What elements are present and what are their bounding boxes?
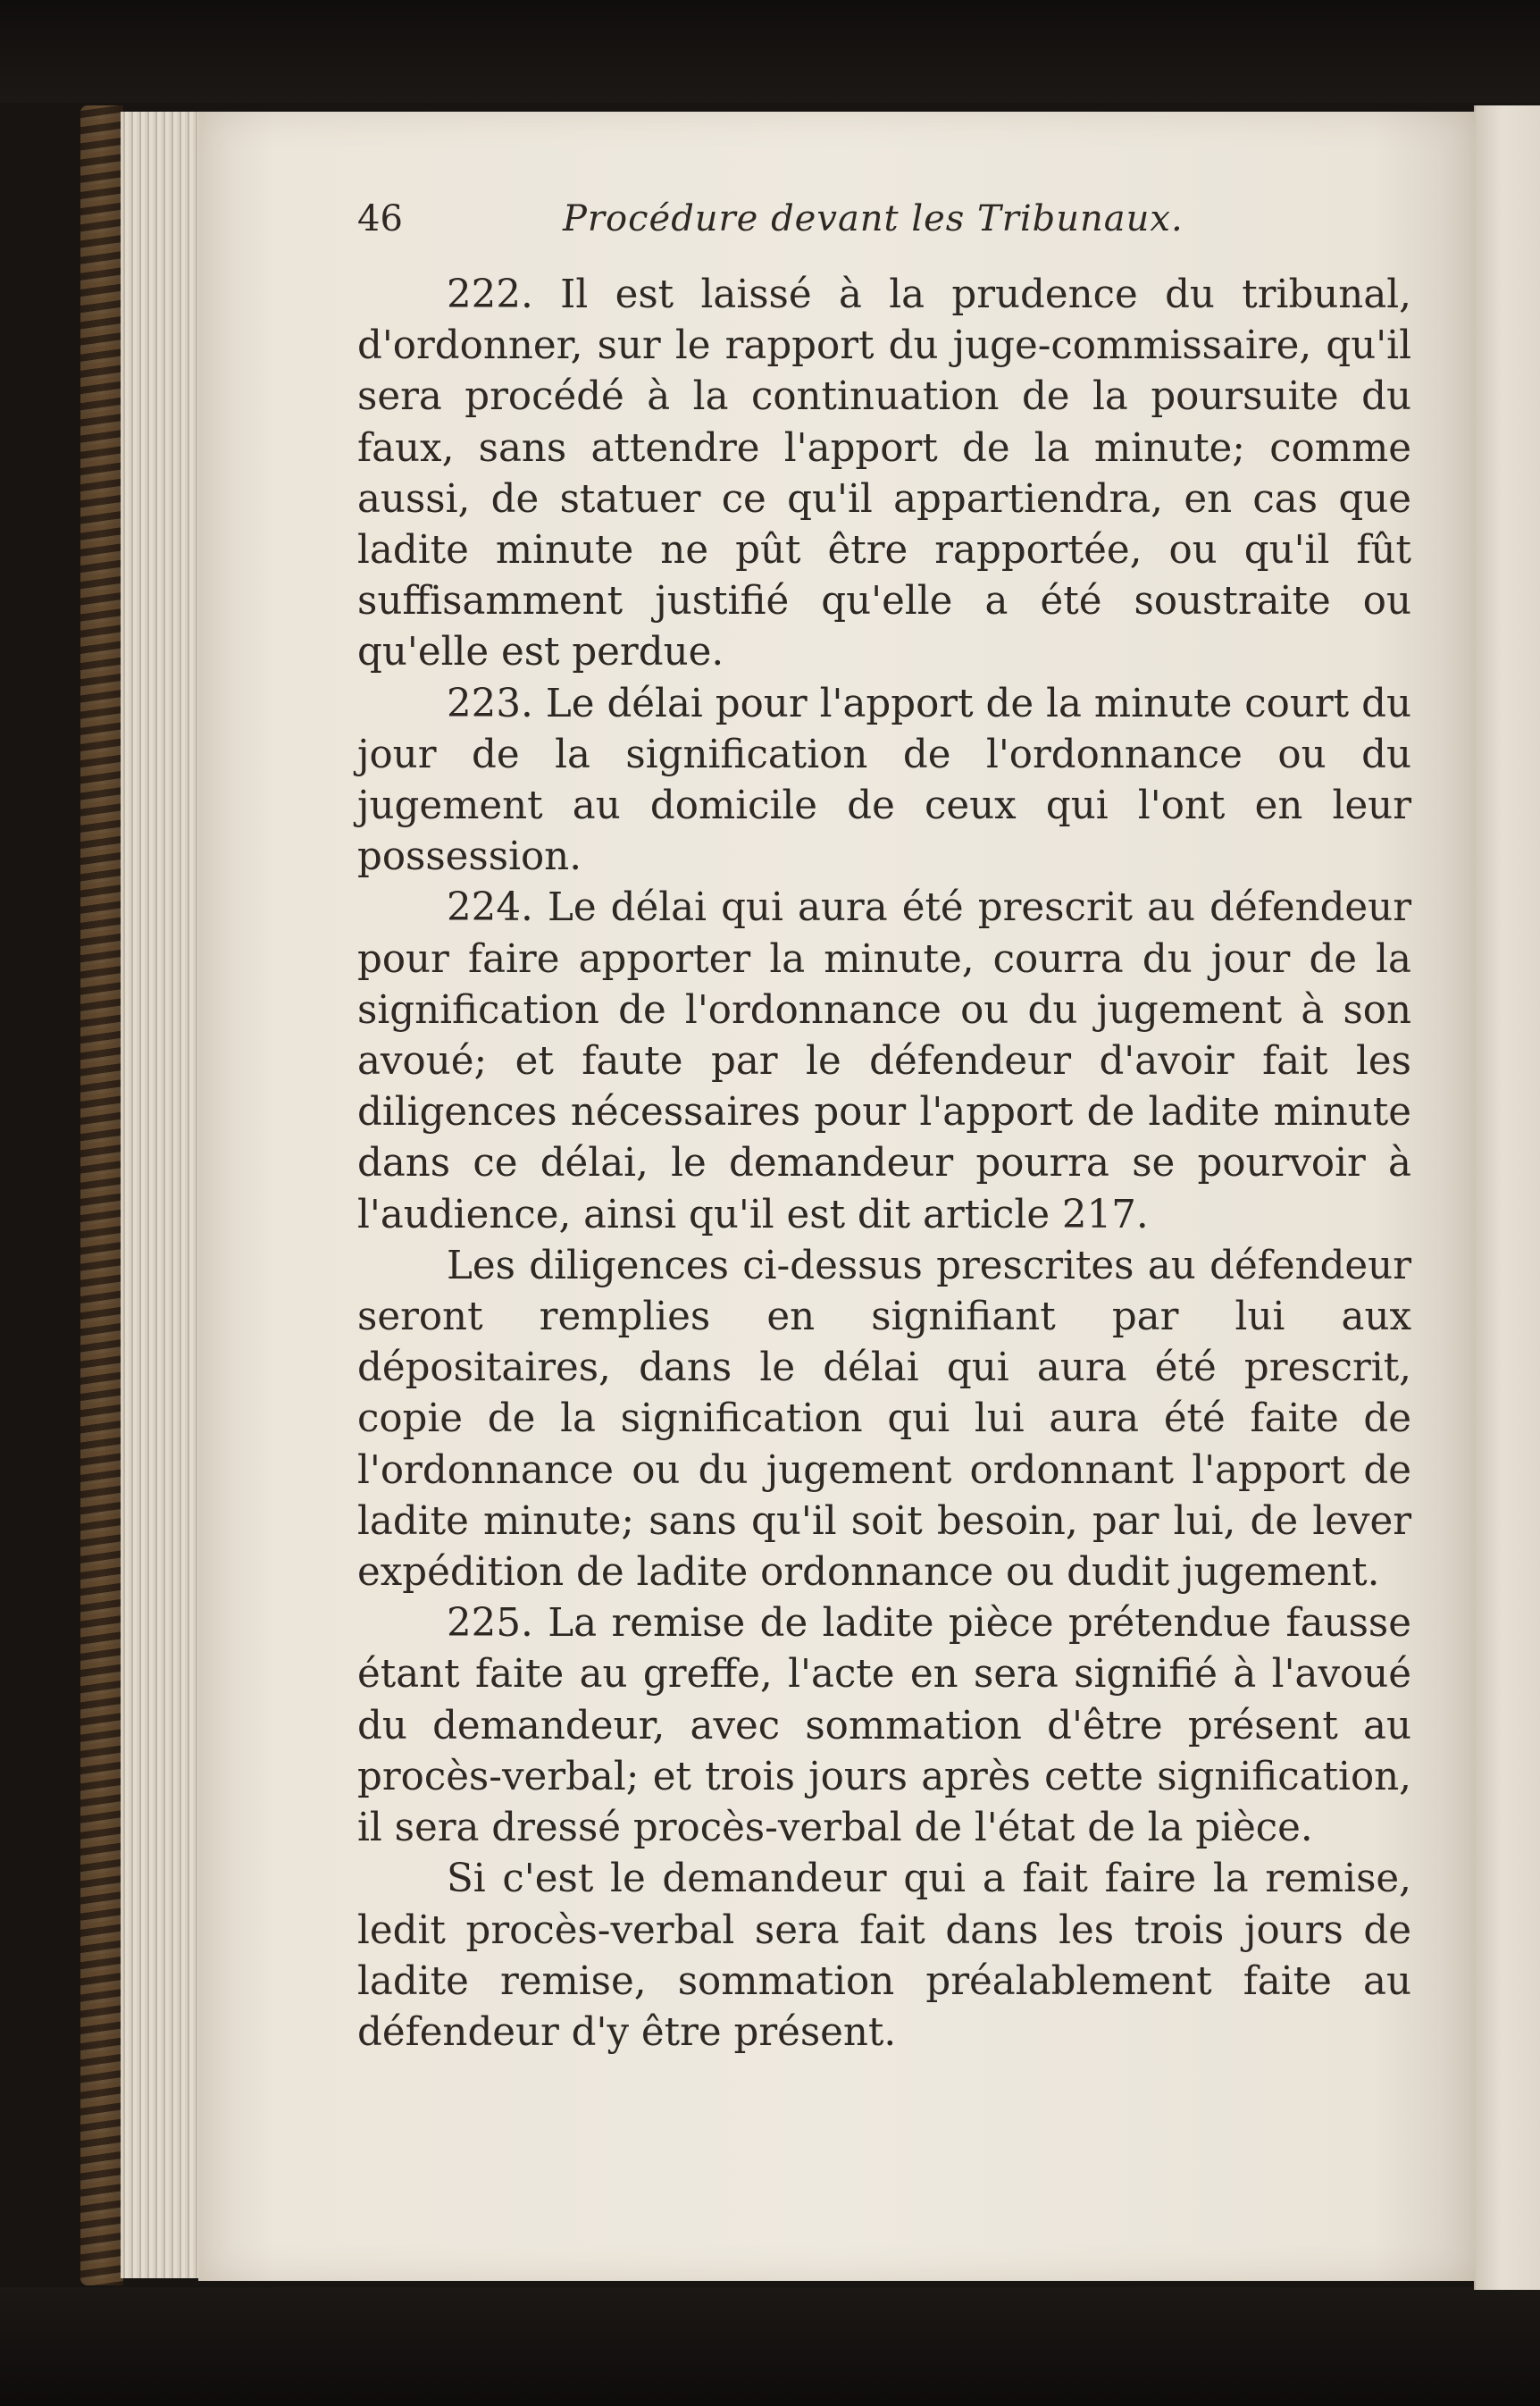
- article-223: 223. Le délai pour l'apport de la minute court du jour de la signification de l'ordonnance ou du jugement au domicile de ceux qui l'ont en leur possession.: [357, 681, 1411, 880]
- article-225-continued: Si c'est le demandeur qui a fait faire la remise, ledit procès-verbal sera fait dans les trois jours de ladite remise, sommation préalablement faite au défendeur d'y être présent.: [357, 1857, 1411, 2055]
- article-224: 224. Le délai qui aura été prescrit au défendeur pour faire apporter la minute, courra du jour de la signification de l'ordonnance ou du jugement à son avoué; et faute par le défendeur d'avoir fait les diligences nécessaires pour l'apport de ladite minute dans ce délai, le demandeur pourra se pourvoir à l'audience, ainsi qu'il est dit article 217.: [357, 885, 1411, 1237]
- book-binding: [80, 105, 123, 2285]
- article-225: 225. La remise de ladite pièce prétendue fausse étant faite au greffe, l'acte en sera signifié à l'avoué du demandeur, avec sommation d'être présent au procès-verbal; et trois jours après cette signification, il sera dressé procès-verbal de l'état de la pièce.: [357, 1601, 1411, 1851]
- page-stack-edge: [121, 112, 205, 2278]
- page-header: [357, 198, 1411, 252]
- next-page-edge: [1474, 105, 1540, 2290]
- background-bottom: [0, 2287, 1540, 2406]
- running-title: Procédure devant les Tribunaux.: [563, 198, 1184, 239]
- article-224-continued: Les diligences ci-dessus prescrites au défendeur seront remplies en signifiant par lui aux dépositaires, dans le délai qui aura été prescrit, copie de la signification qui lui aura été faite de l'ordonnance ou du jugement ordonnant l'apport de ladite minute; sans qu'il soit besoin, par lui, de lever expédition de ladite ordonnance ou dudit jugement.: [357, 1243, 1411, 1596]
- background-top: [0, 0, 1540, 103]
- article-222: 222. Il est laissé à la prudence du tribunal, d'ordonner, sur le rapport du juge-commissaire, qu'il sera procédé à la continuation de la poursuite du faux, sans attendre l'apport de la minute; comme aussi, de statuer ce qu'il appartiendra, en cas que ladite minute ne pût être rapportée, ou qu'il fût suffisamment justifié qu'elle a été soustraite ou qu'elle est perdue.: [357, 272, 1411, 675]
- page-number: 46: [357, 198, 403, 239]
- page-content: [357, 198, 1411, 2058]
